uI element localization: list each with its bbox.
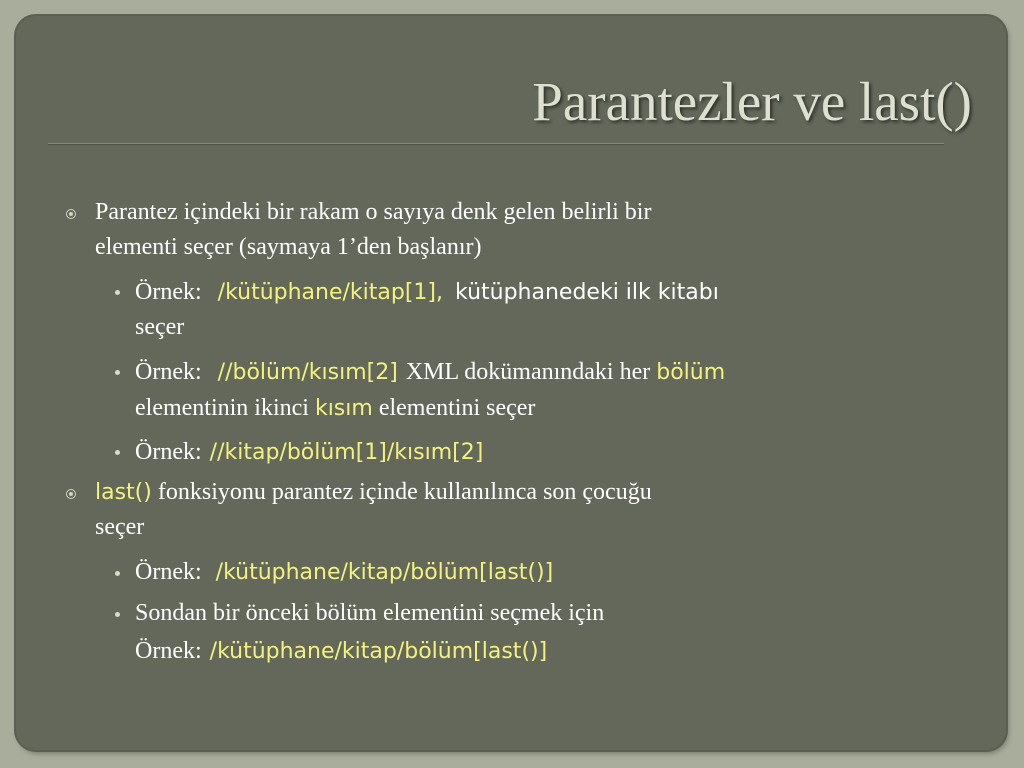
sub-bullet-1-cont: seçer [135, 314, 185, 340]
example-label: Örnek: [135, 279, 202, 305]
keyword-bolum: bölüm [656, 360, 726, 385]
sub-bullet-1 [135, 277, 719, 308]
sub-bullet-2-text: XML dokümanındaki her [405, 359, 651, 385]
xpath-expression: //bölüm/kısım[2] [217, 360, 398, 385]
sub-bullet-2-text-3: elementini seçer [378, 395, 536, 421]
bullet-1-line-2: elementi seçer (saymaya 1’den başlanır) [95, 234, 482, 260]
keyword-last: last() [95, 480, 152, 505]
bullet-1-line-1: Parantez içindeki bir rakam o sayıya denk gelen belirli bir [95, 199, 652, 225]
xpath-expression: /kütüphane/kitap/bölüm[last()] [215, 560, 554, 585]
dot-bullet-icon [115, 571, 120, 576]
sub-bullet-2 [135, 357, 725, 388]
sub-bullet-5-line-1: Sondan bir önceki bölüm elementini seçmek için [135, 600, 605, 626]
keyword-kisim: kısım [314, 396, 373, 421]
sub-bullet-2-text-2: elementinin ikinci [135, 395, 309, 421]
xpath-expression: //kitap/bölüm[1]/kısım[2] [209, 440, 484, 465]
example-label: Örnek: [135, 638, 202, 664]
example-label: Örnek: [135, 439, 202, 465]
dot-bullet-icon [115, 370, 120, 375]
sub-bullet-5-line-2 [135, 636, 547, 667]
circle-bullet-icon [66, 209, 76, 219]
dot-bullet-icon [115, 290, 120, 295]
slide-title: Parantezler ve last() [532, 71, 972, 132]
dot-bullet-icon [115, 450, 120, 455]
bullet-2-line-2: seçer [95, 514, 145, 540]
example-label: Örnek: [135, 559, 202, 585]
xpath-expression: /kütüphane/kitap[1], [217, 280, 444, 305]
example-label: Örnek: [135, 359, 202, 385]
dot-bullet-icon [115, 612, 120, 617]
circle-bullet-icon [66, 489, 76, 499]
bullet-2-line-1 [95, 477, 652, 508]
xpath-expression: /kütüphane/kitap/bölüm[last()] [209, 639, 548, 664]
sub-bullet-2-cont [135, 393, 535, 424]
sub-bullet-1-text: kütüphanedeki ilk kitabı [455, 280, 719, 305]
sub-bullet-3 [135, 437, 483, 468]
sub-bullet-4 [135, 557, 553, 588]
bullet-2-text: fonksiyonu parantez içinde kullanılınca son çocuğu [157, 479, 652, 505]
